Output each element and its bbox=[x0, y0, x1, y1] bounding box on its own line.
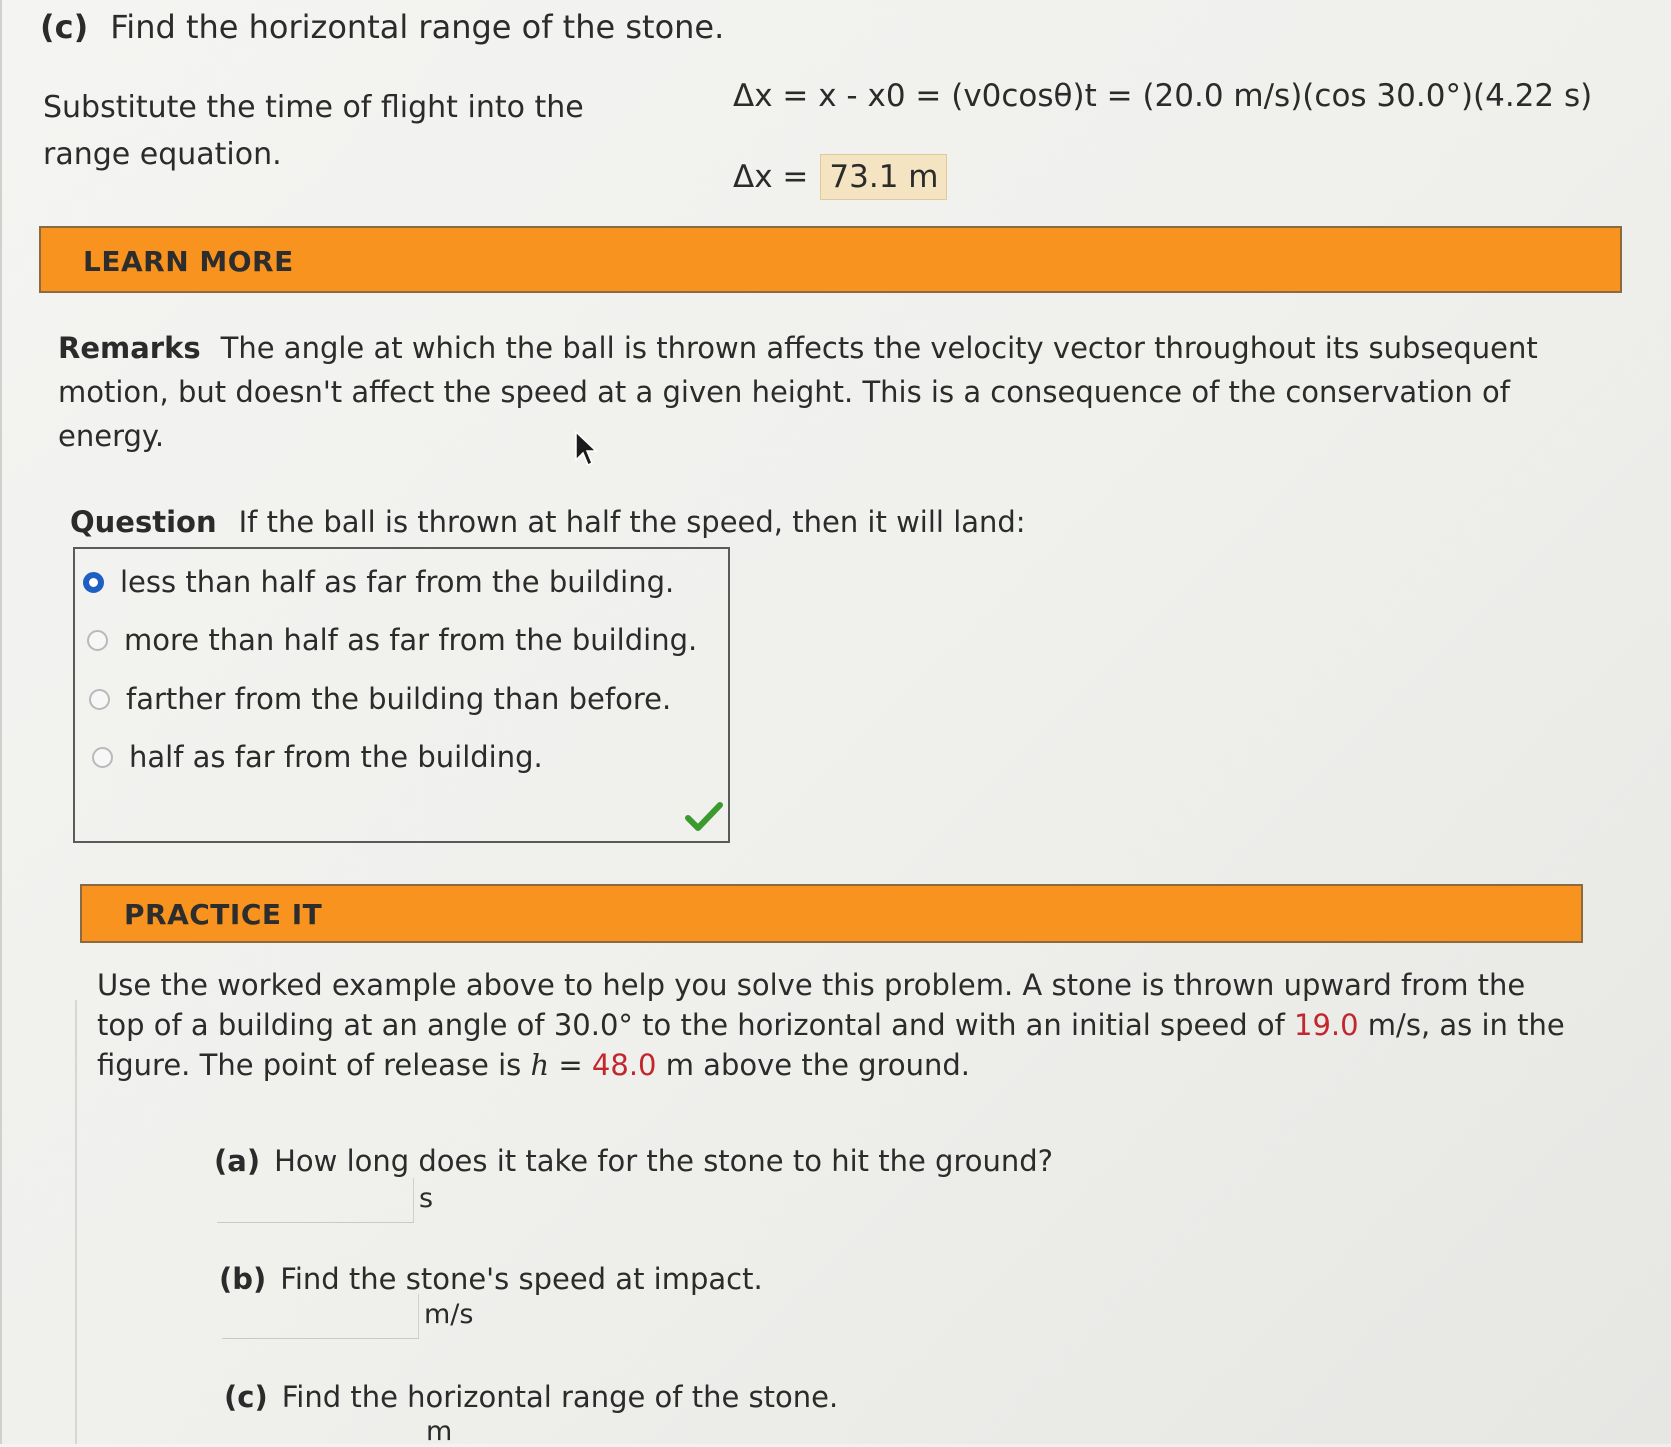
question-label: Question bbox=[70, 505, 217, 539]
page-edge bbox=[0, 0, 2, 1444]
question-b-label: (b) bbox=[219, 1262, 267, 1296]
question-c-label: (c) bbox=[224, 1380, 268, 1414]
section-rule bbox=[75, 1000, 77, 1444]
remarks-paragraph bbox=[58, 326, 1538, 458]
speed-answer-input[interactable] bbox=[222, 1294, 419, 1339]
question-a bbox=[214, 1144, 1053, 1178]
radio-button-selected[interactable] bbox=[83, 572, 104, 593]
radio-button[interactable] bbox=[89, 689, 110, 710]
question-c bbox=[224, 1380, 838, 1414]
question-b-text: Find the stone's speed at impact. bbox=[280, 1262, 763, 1296]
option-label: farther from the building than before. bbox=[126, 682, 672, 716]
cursor-icon bbox=[574, 430, 598, 468]
learn-more-title: LEARN MORE bbox=[83, 245, 294, 278]
range-result bbox=[733, 154, 947, 200]
question-prompt bbox=[70, 505, 1026, 539]
option-half-as-far[interactable] bbox=[92, 740, 543, 774]
option-label: less than half as far from the building. bbox=[120, 565, 675, 599]
radio-button[interactable] bbox=[92, 747, 113, 768]
radio-button[interactable] bbox=[87, 630, 108, 651]
learn-more-bar[interactable] bbox=[39, 226, 1622, 293]
height-value: 48.0 bbox=[591, 1048, 657, 1082]
time-answer-input[interactable] bbox=[217, 1178, 414, 1223]
time-unit: s bbox=[419, 1183, 434, 1214]
part-c-explanation: Substitute the time of flight into the range equation. bbox=[43, 90, 584, 172]
check-icon bbox=[685, 801, 723, 833]
option-more-than-half[interactable] bbox=[87, 623, 697, 657]
part-c-title: Find the horizontal range of the stone. bbox=[110, 8, 725, 46]
question-b bbox=[219, 1262, 763, 1296]
remarks-text: The angle at which the ball is thrown affects the velocity vector throughout its subsequent motion, but doesn't affect the speed at a given height. This is a consequence of the conservation of energy. bbox=[58, 331, 1538, 453]
question-a-label: (a) bbox=[214, 1144, 261, 1178]
speed-unit: m/s bbox=[424, 1299, 474, 1330]
option-label: more than half as far from the building. bbox=[124, 623, 698, 657]
option-label: half as far from the building. bbox=[129, 740, 543, 774]
option-farther[interactable] bbox=[89, 682, 671, 716]
range-answer: 73.1 m bbox=[820, 154, 947, 200]
practice-it-bar[interactable] bbox=[80, 884, 1583, 943]
question-c-text: Find the horizontal range of the stone. bbox=[281, 1380, 839, 1414]
range-equation bbox=[733, 78, 1592, 114]
remarks-label: Remarks bbox=[58, 331, 201, 365]
option-less-than-half[interactable] bbox=[83, 565, 674, 599]
practice-problem-text bbox=[97, 965, 1577, 1085]
practice-it-title: PRACTICE IT bbox=[124, 898, 323, 931]
part-c-label: (c) bbox=[40, 8, 89, 46]
equation-lhs: Δx = bbox=[733, 159, 809, 195]
h-symbol: h bbox=[530, 1048, 550, 1082]
speed-value: 19.0 bbox=[1294, 1008, 1359, 1042]
part-c-heading bbox=[40, 8, 724, 46]
range-unit: m bbox=[426, 1416, 453, 1447]
answer-options bbox=[73, 547, 730, 843]
intro-part-4: m above the ground. bbox=[656, 1048, 970, 1082]
equation-line-1: Δx = x - x0 = (v0cosθ)t = (20.0 m/s)(cos 30.0°)(4.22 s) bbox=[733, 78, 1593, 114]
intro-part-2: m/s, as in the figure. The point of release is bbox=[97, 1008, 1565, 1082]
intro-part-1: Use the worked example above to help you solve this problem. A stone is thrown upward from the top of a building at an angle of 30.0° to the horizontal and with an initial speed of bbox=[97, 968, 1526, 1042]
question-a-text: How long does it take for the stone to hit the ground? bbox=[274, 1144, 1054, 1178]
intro-part-3: = bbox=[549, 1048, 592, 1082]
question-text: If the ball is thrown at half the speed, then it will land: bbox=[238, 505, 1026, 539]
